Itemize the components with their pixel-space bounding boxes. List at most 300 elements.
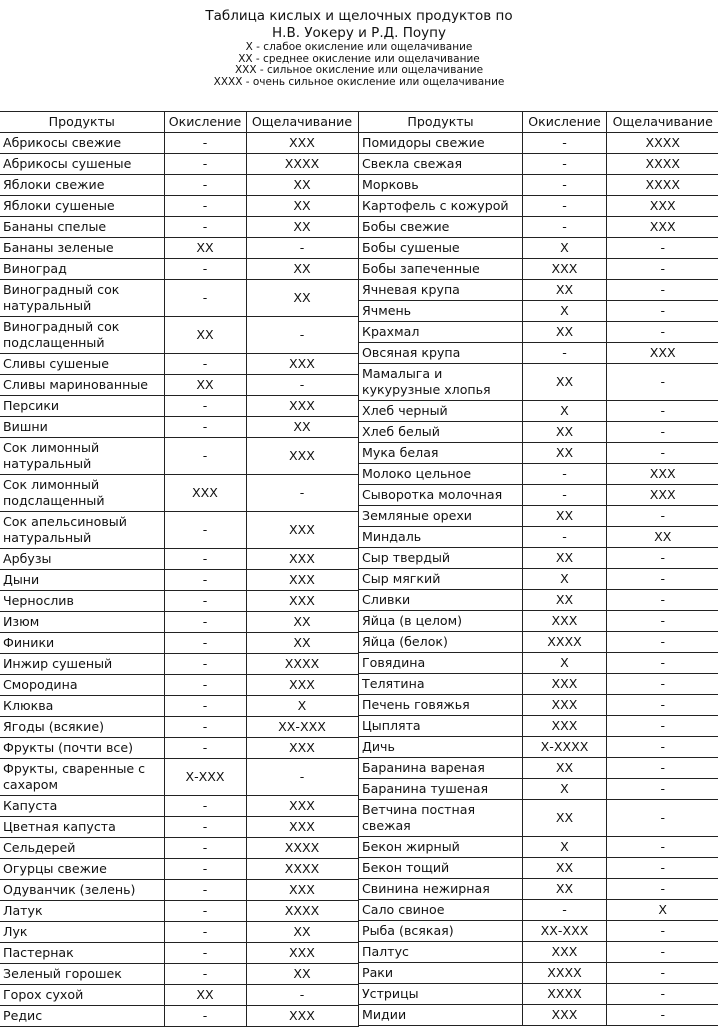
acidification-cell: Х (523, 401, 607, 422)
table-row (359, 942, 718, 963)
title-line-1: Таблица кислых и щелочных продуктов по (0, 8, 718, 25)
product-cell: Бекон жирный (359, 837, 523, 858)
product-cell: Арбузы (0, 549, 164, 570)
table-row (359, 674, 718, 695)
product-cell: Инжир сушеный (0, 654, 164, 675)
alkalization-cell: - (607, 422, 718, 443)
table-row (359, 800, 718, 837)
product-cell: Овсяная крупа (359, 343, 523, 364)
table-row (0, 175, 358, 196)
product-cell: Сало свиное (359, 900, 523, 921)
product-cell: Свекла свежая (359, 154, 523, 175)
alkalization-cell: ХХ (246, 217, 358, 238)
alkalization-cell: ХХХ (607, 196, 718, 217)
acidification-cell: ХХ (523, 364, 607, 401)
table-row (0, 549, 358, 570)
table-row (359, 422, 718, 443)
alkalization-cell: ХХХ (246, 354, 358, 375)
product-cell: Помидоры свежие (359, 133, 523, 154)
table-row (0, 696, 358, 717)
alkalization-cell: - (246, 475, 358, 512)
table-row (359, 837, 718, 858)
table-row (0, 438, 358, 475)
alkalization-cell: - (607, 443, 718, 464)
product-cell: Устрицы (359, 984, 523, 1005)
table-row (359, 485, 718, 506)
acidification-cell: - (164, 880, 246, 901)
table-row (0, 817, 358, 838)
acidification-cell: ХХХ (523, 674, 607, 695)
product-cell: Редис (0, 1006, 164, 1027)
table-row (0, 838, 358, 859)
table-row (0, 475, 358, 512)
table-row (0, 612, 358, 633)
acidification-cell: Х (523, 653, 607, 674)
acidification-cell: - (164, 217, 246, 238)
acidification-cell: - (164, 717, 246, 738)
product-cell: Бананы зеленые (0, 238, 164, 259)
alkalization-cell: ХХХ (607, 464, 718, 485)
alkalization-cell: ХХ (246, 175, 358, 196)
table-row (0, 738, 358, 759)
alkalization-cell: - (246, 238, 358, 259)
alkalization-cell: ХХХХ (246, 901, 358, 922)
alkalization-cell: - (607, 1005, 718, 1026)
acidification-cell: - (523, 196, 607, 217)
product-cell: Бананы спелые (0, 217, 164, 238)
alkalization-cell: ХХХ (246, 943, 358, 964)
alkalization-cell: - (246, 317, 358, 354)
left-table (0, 111, 359, 1027)
table-row (0, 154, 358, 175)
alkalization-cell: ХХХ (246, 438, 358, 475)
alkalization-cell: ХХХХ (246, 654, 358, 675)
acidification-cell: ХХХ (523, 716, 607, 737)
table-row (0, 675, 358, 696)
product-cell: Мука белая (359, 443, 523, 464)
product-cell: Хлеб белый (359, 422, 523, 443)
alkalization-cell: ХХ (607, 527, 718, 548)
acidification-cell: - (164, 438, 246, 475)
table-row (359, 590, 718, 611)
acidification-cell: ХХ (523, 280, 607, 301)
document-header (0, 8, 718, 88)
product-cell: Хлеб черный (359, 401, 523, 422)
acidification-cell: - (164, 512, 246, 549)
product-cell: Яблоки сушеные (0, 196, 164, 217)
alkalization-cell: - (607, 280, 718, 301)
alkalization-cell: - (246, 759, 358, 796)
acidification-cell: ХХ (164, 985, 246, 1006)
table-row (0, 396, 358, 417)
acidification-cell: ХХХ (164, 475, 246, 512)
table-row (359, 695, 718, 716)
alkalization-cell: - (607, 301, 718, 322)
product-cell: Ячмень (359, 301, 523, 322)
table-row (0, 238, 358, 259)
table-row (0, 759, 358, 796)
legend-line-4: ХХХХ - очень сильное окисление или ощелачивание (0, 77, 718, 89)
title-line-2: Н.В. Уокеру и Р.Д. Поупу (0, 25, 718, 42)
table-row (0, 654, 358, 675)
product-cell: Сыр мягкий (359, 569, 523, 590)
product-cell: Сливы сушеные (0, 354, 164, 375)
product-cell: Ветчина постная свежая (359, 800, 523, 837)
product-cell: Ячневая крупа (359, 280, 523, 301)
acidification-cell: - (164, 943, 246, 964)
product-cell: Миндаль (359, 527, 523, 548)
alkalization-cell: - (246, 375, 358, 396)
product-cell: Мамалыга и кукурузные хлопья (359, 364, 523, 401)
product-cell: Виноградный сок натуральный (0, 280, 164, 317)
acidification-cell: - (164, 549, 246, 570)
acidification-cell: - (164, 838, 246, 859)
acidification-cell: Х (523, 837, 607, 858)
product-cell: Латук (0, 901, 164, 922)
acidification-cell: - (164, 570, 246, 591)
alkalization-cell: ХХХ (607, 485, 718, 506)
product-cell: Одуванчик (зелень) (0, 880, 164, 901)
product-cell: Бобы запеченные (359, 259, 523, 280)
acidification-cell: Х (523, 569, 607, 590)
table-row (359, 632, 718, 653)
acidification-cell: - (523, 343, 607, 364)
acidification-cell: - (164, 633, 246, 654)
table-row (0, 217, 358, 238)
header-alkalization: Ощелачивание (607, 112, 718, 133)
acidification-cell: - (164, 154, 246, 175)
table-row (0, 317, 358, 354)
product-cell: Сок апельсиновый натуральный (0, 512, 164, 549)
right-table-header-row (359, 112, 718, 133)
alkalization-cell: - (607, 674, 718, 695)
table-row (359, 984, 718, 1005)
product-cell: Рыба (всякая) (359, 921, 523, 942)
table-row (359, 196, 718, 217)
table-row (0, 922, 358, 943)
table-row (359, 716, 718, 737)
alkalization-cell: - (607, 716, 718, 737)
legend-line-2: ХХ - среднее окисление или ощелачивание (0, 54, 718, 66)
alkalization-cell: - (607, 800, 718, 837)
acidification-cell: - (523, 464, 607, 485)
acidification-cell: ХХ-ХХХ (523, 921, 607, 942)
product-cell: Яйца (белок) (359, 632, 523, 653)
table-row (359, 758, 718, 779)
alkalization-cell: Х (246, 696, 358, 717)
acidification-cell: - (523, 133, 607, 154)
product-cell: Сельдерей (0, 838, 164, 859)
acidification-cell: ХХ (523, 800, 607, 837)
product-cell: Дичь (359, 737, 523, 758)
product-cell: Цветная капуста (0, 817, 164, 838)
product-cell: Яйца (в целом) (359, 611, 523, 632)
acidification-cell: - (164, 354, 246, 375)
acidification-cell: ХХ (523, 443, 607, 464)
acidification-cell: - (164, 859, 246, 880)
alkalization-cell: ХХХХ (246, 859, 358, 880)
acidification-cell: - (164, 133, 246, 154)
alkalization-cell: ХХХ (246, 796, 358, 817)
product-cell: Виноградный сок подслащенный (0, 317, 164, 354)
alkalization-cell: ХХ (246, 417, 358, 438)
product-cell: Сливки (359, 590, 523, 611)
acidification-cell: Х (523, 238, 607, 259)
acidification-cell: - (164, 796, 246, 817)
product-cell: Раки (359, 963, 523, 984)
alkalization-cell: ХХ (246, 964, 358, 985)
product-cell: Крахмал (359, 322, 523, 343)
product-cell: Горох сухой (0, 985, 164, 1006)
alkalization-cell: - (607, 737, 718, 758)
product-cell: Фрукты, сваренные с сахаром (0, 759, 164, 796)
header-products: Продукты (0, 112, 164, 133)
product-cell: Клюква (0, 696, 164, 717)
acidification-cell: - (164, 196, 246, 217)
table-row (359, 133, 718, 154)
acidification-cell: - (523, 217, 607, 238)
acidification-cell: - (164, 1006, 246, 1027)
acidification-cell: Х (523, 779, 607, 800)
product-cell: Абрикосы свежие (0, 133, 164, 154)
product-cell: Мидии (359, 1005, 523, 1026)
table-row (0, 1006, 358, 1027)
product-cell: Картофель с кожурой (359, 196, 523, 217)
alkalization-cell: - (607, 837, 718, 858)
acidification-cell: ХХ (164, 317, 246, 354)
product-cell: Персики (0, 396, 164, 417)
alkalization-cell: - (607, 879, 718, 900)
right-table-body (359, 133, 718, 1026)
product-cell: Вишни (0, 417, 164, 438)
alkalization-cell: - (246, 985, 358, 1006)
acidification-cell: - (164, 591, 246, 612)
legend-line-3: ХХХ - сильное окисление или ощелачивание (0, 65, 718, 77)
acidification-cell: ХХ (523, 590, 607, 611)
acidification-cell: ХХ (523, 422, 607, 443)
alkalization-cell: - (607, 590, 718, 611)
acidification-cell: ХХХХ (523, 984, 607, 1005)
alkalization-cell: ХХХХ (246, 154, 358, 175)
table-row (359, 443, 718, 464)
acidification-cell: ХХ (164, 375, 246, 396)
acidification-cell: ХХХ (523, 611, 607, 632)
acidification-cell: Х (523, 301, 607, 322)
product-cell: Пастернак (0, 943, 164, 964)
alkalization-cell: - (607, 921, 718, 942)
acidification-cell: ХХХ (523, 695, 607, 716)
alkalization-cell: ХХХХ (246, 838, 358, 859)
table-row (0, 259, 358, 280)
table-row (0, 901, 358, 922)
table-row (0, 196, 358, 217)
acidification-cell: ХХ (164, 238, 246, 259)
product-cell: Сыворотка молочная (359, 485, 523, 506)
acidification-cell: - (164, 396, 246, 417)
product-cell: Изюм (0, 612, 164, 633)
product-cell: Печень говяжья (359, 695, 523, 716)
alkalization-cell: - (607, 364, 718, 401)
acidification-cell: - (523, 154, 607, 175)
acidification-cell: - (164, 964, 246, 985)
table-row (0, 964, 358, 985)
product-cell: Свинина нежирная (359, 879, 523, 900)
product-cell: Яблоки свежие (0, 175, 164, 196)
alkalization-cell: ХХХ (246, 675, 358, 696)
product-cell: Огурцы свежие (0, 859, 164, 880)
table-row (359, 963, 718, 984)
table-row (359, 779, 718, 800)
acidification-cell: ХХХ (523, 942, 607, 963)
product-cell: Земляные орехи (359, 506, 523, 527)
alkalization-cell: - (607, 984, 718, 1005)
product-cell: Смородина (0, 675, 164, 696)
alkalization-cell: ХХХ (246, 549, 358, 570)
product-cell: Лук (0, 922, 164, 943)
left-table-header-row (0, 112, 358, 133)
product-cell: Виноград (0, 259, 164, 280)
product-cell: Сливы маринованные (0, 375, 164, 396)
product-cell: Ягоды (всякие) (0, 717, 164, 738)
table-row (0, 570, 358, 591)
acidification-cell: - (164, 259, 246, 280)
product-cell: Бекон тощий (359, 858, 523, 879)
table-row (359, 653, 718, 674)
alkalization-cell: ХХХ (246, 133, 358, 154)
table-row (0, 133, 358, 154)
table-row (359, 527, 718, 548)
table-row (359, 1005, 718, 1026)
table-row (0, 417, 358, 438)
alkalization-cell: ХХХ (246, 512, 358, 549)
acidification-cell: ХХ (523, 758, 607, 779)
acidification-cell: ХХХХ (523, 963, 607, 984)
table-row (0, 280, 358, 317)
left-table-body (0, 133, 358, 1027)
alkalization-cell: ХХХ (246, 1006, 358, 1027)
table-row (359, 900, 718, 921)
alkalization-cell: - (607, 858, 718, 879)
acidification-cell: - (164, 654, 246, 675)
alkalization-cell: - (607, 322, 718, 343)
alkalization-cell: ХХ (246, 259, 358, 280)
alkalization-cell: ХХХ (246, 570, 358, 591)
product-cell: Дыни (0, 570, 164, 591)
acidification-cell: - (523, 900, 607, 921)
product-cell: Финики (0, 633, 164, 654)
table-row (359, 343, 718, 364)
product-cell: Молоко цельное (359, 464, 523, 485)
table-row (359, 154, 718, 175)
acidification-cell: - (164, 738, 246, 759)
acidification-cell: - (164, 817, 246, 838)
table-row (0, 512, 358, 549)
alkalization-cell: - (607, 695, 718, 716)
acidification-cell: - (164, 612, 246, 633)
table-row (359, 259, 718, 280)
table-row (0, 375, 358, 396)
acidification-cell: - (164, 675, 246, 696)
alkalization-cell: - (607, 569, 718, 590)
table-row (359, 301, 718, 322)
alkalization-cell: - (607, 611, 718, 632)
acidification-cell: ХХ (523, 858, 607, 879)
alkalization-cell: ХХХ (246, 591, 358, 612)
table-row (359, 506, 718, 527)
product-cell: Бобы сушеные (359, 238, 523, 259)
alkalization-cell: - (607, 506, 718, 527)
table-row (359, 175, 718, 196)
product-cell: Морковь (359, 175, 523, 196)
table-row (0, 717, 358, 738)
acidification-cell: - (523, 527, 607, 548)
table-row (0, 796, 358, 817)
product-cell: Чернослив (0, 591, 164, 612)
table-row (0, 591, 358, 612)
alkalization-cell: - (607, 238, 718, 259)
acidification-cell: ХХ (523, 322, 607, 343)
alkalization-cell: Х (607, 900, 718, 921)
table-row (359, 238, 718, 259)
product-cell: Фрукты (почти все) (0, 738, 164, 759)
product-cell: Баранина тушеная (359, 779, 523, 800)
acidification-cell: ХХХ (523, 1005, 607, 1026)
acidification-cell: - (523, 485, 607, 506)
table-row (359, 921, 718, 942)
acidification-cell: - (164, 922, 246, 943)
alkalization-cell: ХХХ (246, 396, 358, 417)
table-row (0, 985, 358, 1006)
product-cell: Абрикосы сушеные (0, 154, 164, 175)
product-cell: Баранина вареная (359, 758, 523, 779)
product-cell: Бобы свежие (359, 217, 523, 238)
product-cell: Зеленый горошек (0, 964, 164, 985)
alkalization-cell: ХХХ (246, 880, 358, 901)
alkalization-cell: ХХХХ (607, 154, 718, 175)
table-row (359, 879, 718, 900)
table-row (359, 217, 718, 238)
alkalization-cell: - (607, 401, 718, 422)
table-row (359, 401, 718, 422)
table-row (0, 354, 358, 375)
acidification-cell: ХХ (523, 548, 607, 569)
product-cell: Палтус (359, 942, 523, 963)
legend-line-1: Х - слабое окисление или ощелачивание (0, 42, 718, 54)
product-cell: Капуста (0, 796, 164, 817)
table-row (0, 633, 358, 654)
product-cell: Сок лимонный натуральный (0, 438, 164, 475)
alkalization-cell: - (607, 779, 718, 800)
table-row (359, 569, 718, 590)
alkalization-cell: ХХХХ (607, 175, 718, 196)
alkalization-cell: ХХ (246, 196, 358, 217)
product-cell: Сыр твердый (359, 548, 523, 569)
table-row (359, 464, 718, 485)
alkalization-cell: - (607, 632, 718, 653)
alkalization-cell: - (607, 653, 718, 674)
alkalization-cell: ХХХ (607, 343, 718, 364)
table-row (0, 943, 358, 964)
alkalization-cell: ХХХХ (607, 133, 718, 154)
acidification-cell: - (164, 175, 246, 196)
table-row (0, 880, 358, 901)
table-row (359, 548, 718, 569)
product-cell: Телятина (359, 674, 523, 695)
acidification-cell: - (164, 280, 246, 317)
alkalization-cell: ХХХ (607, 217, 718, 238)
product-cell: Говядина (359, 653, 523, 674)
alkalization-cell: ХХ (246, 633, 358, 654)
